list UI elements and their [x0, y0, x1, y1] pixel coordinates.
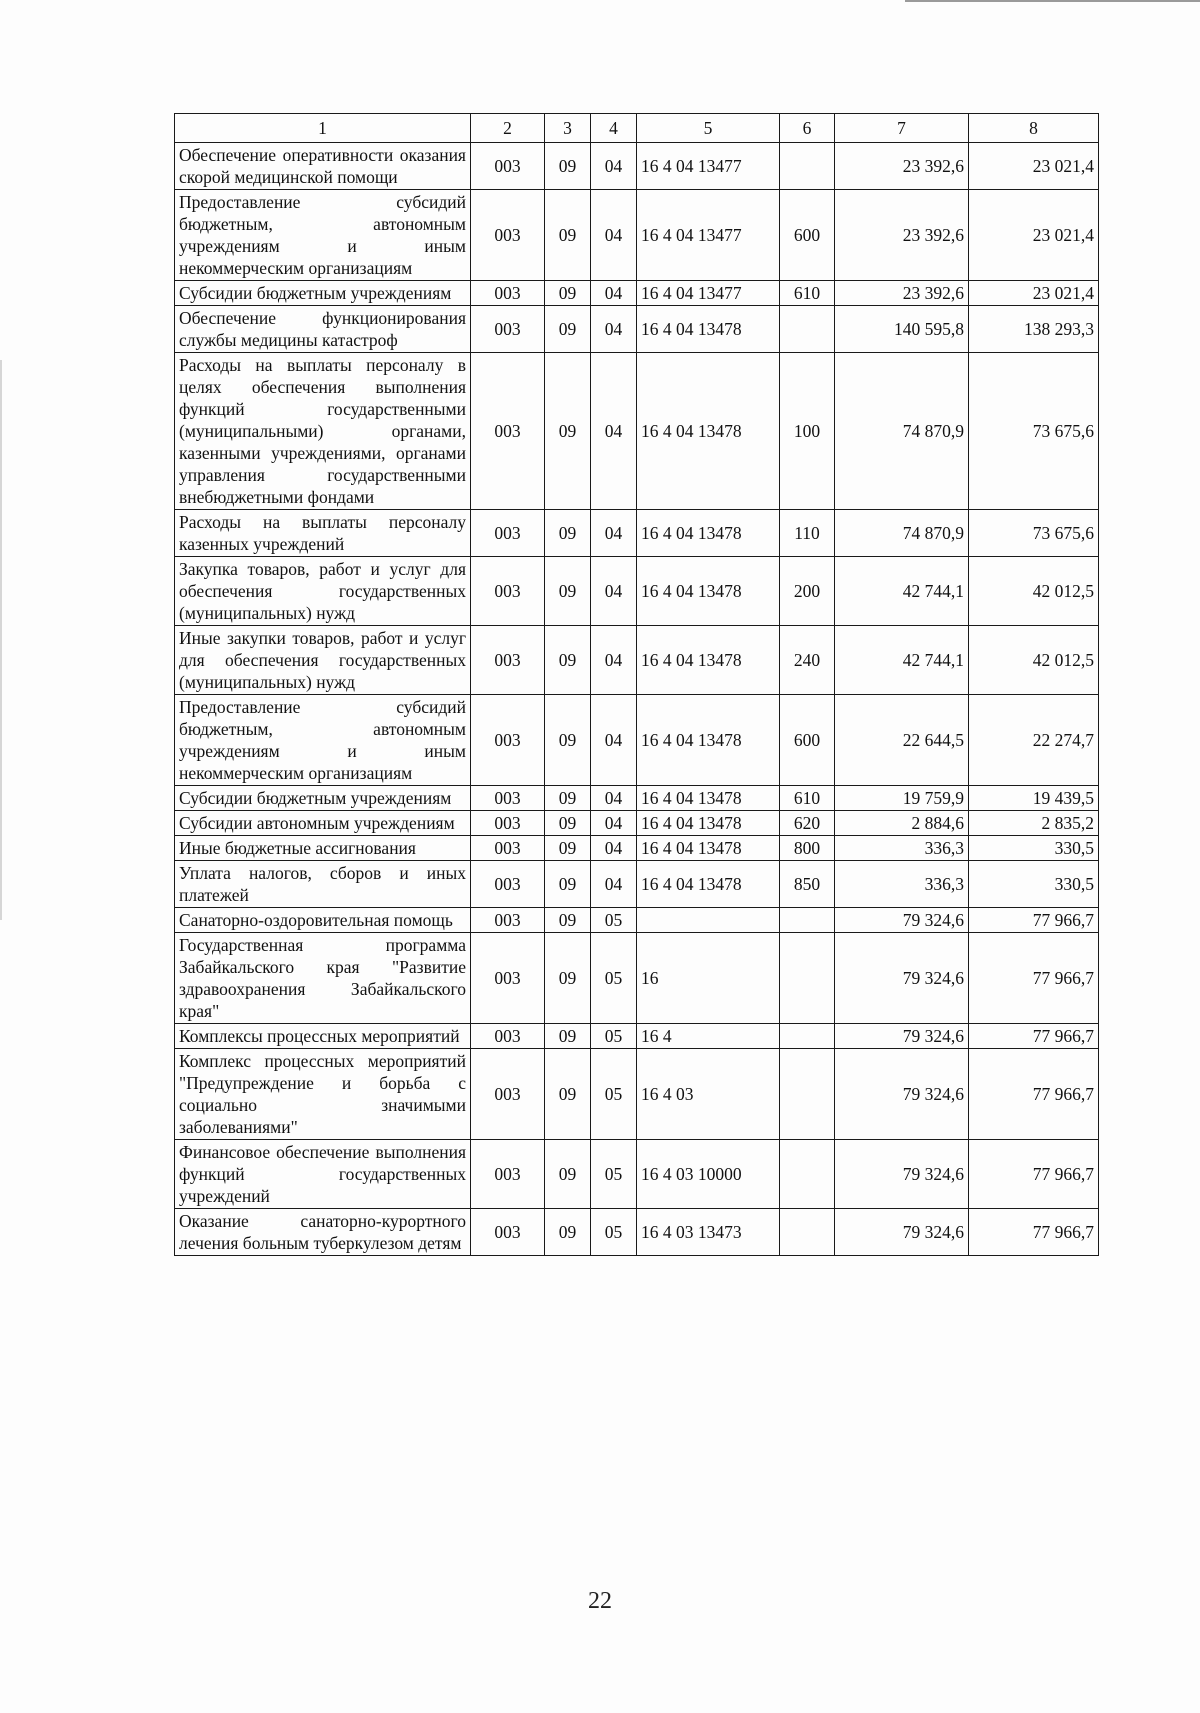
table-row [175, 306, 1099, 353]
amount-cell: 336,3 [835, 836, 969, 861]
amount-cell: 74 870,9 [835, 353, 969, 510]
expense-name-cell: Предоставление субсидий бюджетным, автономным учреждениям и иным некоммерческим организациям [175, 695, 471, 786]
column-header: 7 [835, 114, 969, 143]
expense-type-cell: 240 [780, 626, 835, 695]
amount-cell: 74 870,9 [835, 510, 969, 557]
subsection-code-cell: 04 [591, 190, 637, 281]
ministry-code-cell: 003 [471, 836, 545, 861]
ministry-code-cell: 003 [471, 626, 545, 695]
amount-cell: 42 744,1 [835, 557, 969, 626]
expense-name-cell: Субсидии бюджетным учреждениям [175, 281, 471, 306]
table-row [175, 557, 1099, 626]
amount-cell: 23 392,6 [835, 143, 969, 190]
ministry-code-cell: 003 [471, 143, 545, 190]
table-row [175, 786, 1099, 811]
table-row [175, 353, 1099, 510]
table-row [175, 143, 1099, 190]
expense-name-cell: Оказание санаторно-курортного лечения больным туберкулезом детям [175, 1209, 471, 1256]
table-row [175, 861, 1099, 908]
ministry-code-cell: 003 [471, 695, 545, 786]
target-article-cell: 16 [637, 933, 780, 1024]
amount-cell: 336,3 [835, 861, 969, 908]
amount-cell: 77 966,7 [969, 1024, 1099, 1049]
amount-cell: 79 324,6 [835, 1024, 969, 1049]
amount-cell: 2 835,2 [969, 811, 1099, 836]
amount-cell: 77 966,7 [969, 1049, 1099, 1140]
amount-cell: 79 324,6 [835, 1209, 969, 1256]
expense-type-cell [780, 1024, 835, 1049]
amount-cell: 79 324,6 [835, 1140, 969, 1209]
column-header: 8 [969, 114, 1099, 143]
subsection-code-cell: 04 [591, 143, 637, 190]
expense-type-cell: 610 [780, 786, 835, 811]
section-code-cell: 09 [545, 695, 591, 786]
table-row [175, 836, 1099, 861]
ministry-code-cell: 003 [471, 1140, 545, 1209]
target-article-cell: 16 4 04 13477 [637, 281, 780, 306]
column-header: 4 [591, 114, 637, 143]
column-header: 2 [471, 114, 545, 143]
amount-cell: 77 966,7 [969, 1140, 1099, 1209]
subsection-code-cell: 05 [591, 933, 637, 1024]
target-article-cell: 16 4 04 13478 [637, 557, 780, 626]
amount-cell: 140 595,8 [835, 306, 969, 353]
amount-cell: 22 274,7 [969, 695, 1099, 786]
table-row [175, 510, 1099, 557]
amount-cell: 79 324,6 [835, 908, 969, 933]
budget-table [174, 113, 1099, 1256]
amount-cell: 42 012,5 [969, 557, 1099, 626]
expense-name-cell: Финансовое обеспечение выполнения функций государственных учреждений [175, 1140, 471, 1209]
target-article-cell: 16 4 04 13478 [637, 836, 780, 861]
scan-artifact-line [905, 0, 1200, 2]
target-article-cell: 16 4 [637, 1024, 780, 1049]
amount-cell: 330,5 [969, 861, 1099, 908]
table-row [175, 1049, 1099, 1140]
subsection-code-cell: 04 [591, 861, 637, 908]
expense-name-cell: Обеспечение оперативности оказания скорой медицинской помощи [175, 143, 471, 190]
amount-cell: 23 392,6 [835, 190, 969, 281]
section-code-cell: 09 [545, 306, 591, 353]
expense-type-cell: 200 [780, 557, 835, 626]
column-header: 6 [780, 114, 835, 143]
target-article-cell: 16 4 04 13478 [637, 861, 780, 908]
scan-artifact-edge [0, 360, 2, 920]
table-row [175, 695, 1099, 786]
expense-type-cell [780, 933, 835, 1024]
section-code-cell: 09 [545, 626, 591, 695]
table-row [175, 190, 1099, 281]
expense-name-cell: Расходы на выплаты персоналу в целях обеспечения выполнения функций государственными (муниципальными) органами, казенными учреждениями, органами управления государственными внебюджетными фондами [175, 353, 471, 510]
expense-type-cell: 100 [780, 353, 835, 510]
table-body [175, 143, 1099, 1256]
expense-name-cell: Комплексы процессных мероприятий [175, 1024, 471, 1049]
section-code-cell: 09 [545, 353, 591, 510]
ministry-code-cell: 003 [471, 306, 545, 353]
expense-name-cell: Иные бюджетные ассигнования [175, 836, 471, 861]
ministry-code-cell: 003 [471, 908, 545, 933]
expense-name-cell: Расходы на выплаты персоналу казенных учреждений [175, 510, 471, 557]
page-number: 22 [588, 1588, 612, 1614]
expense-type-cell: 610 [780, 281, 835, 306]
amount-cell: 42 744,1 [835, 626, 969, 695]
expense-type-cell: 600 [780, 190, 835, 281]
expense-name-cell: Санаторно-оздоровительная помощь [175, 908, 471, 933]
ministry-code-cell: 003 [471, 1209, 545, 1256]
expense-type-cell [780, 1049, 835, 1140]
amount-cell: 77 966,7 [969, 1209, 1099, 1256]
amount-cell: 19 759,9 [835, 786, 969, 811]
section-code-cell: 09 [545, 933, 591, 1024]
target-article-cell [637, 908, 780, 933]
expense-name-cell: Субсидии автономным учреждениям [175, 811, 471, 836]
subsection-code-cell: 04 [591, 695, 637, 786]
section-code-cell: 09 [545, 1140, 591, 1209]
amount-cell: 77 966,7 [969, 933, 1099, 1024]
ministry-code-cell: 003 [471, 1049, 545, 1140]
expense-name-cell: Предоставление субсидий бюджетным, автономным учреждениям и иным некоммерческим организациям [175, 190, 471, 281]
table-row [175, 1140, 1099, 1209]
expense-name-cell: Комплекс процессных мероприятий "Предупреждение и борьба с социально значимыми заболеваниями" [175, 1049, 471, 1140]
subsection-code-cell: 05 [591, 1209, 637, 1256]
ministry-code-cell: 003 [471, 786, 545, 811]
expense-type-cell: 800 [780, 836, 835, 861]
subsection-code-cell: 04 [591, 353, 637, 510]
section-code-cell: 09 [545, 1209, 591, 1256]
target-article-cell: 16 4 03 13473 [637, 1209, 780, 1256]
section-code-cell: 09 [545, 811, 591, 836]
expense-type-cell: 850 [780, 861, 835, 908]
amount-cell: 19 439,5 [969, 786, 1099, 811]
amount-cell: 73 675,6 [969, 353, 1099, 510]
amount-cell: 23 392,6 [835, 281, 969, 306]
expense-type-cell [780, 1140, 835, 1209]
table-row [175, 1024, 1099, 1049]
expense-name-cell: Иные закупки товаров, работ и услуг для обеспечения государственных (муниципальных) нужд [175, 626, 471, 695]
target-article-cell: 16 4 04 13478 [637, 626, 780, 695]
ministry-code-cell: 003 [471, 281, 545, 306]
ministry-code-cell: 003 [471, 353, 545, 510]
subsection-code-cell: 04 [591, 811, 637, 836]
table-row [175, 1209, 1099, 1256]
expense-type-cell [780, 1209, 835, 1256]
expense-type-cell [780, 306, 835, 353]
amount-cell: 77 966,7 [969, 908, 1099, 933]
table-row [175, 811, 1099, 836]
ministry-code-cell: 003 [471, 1024, 545, 1049]
expense-type-cell: 620 [780, 811, 835, 836]
amount-cell: 330,5 [969, 836, 1099, 861]
section-code-cell: 09 [545, 510, 591, 557]
subsection-code-cell: 04 [591, 281, 637, 306]
subsection-code-cell: 04 [591, 626, 637, 695]
subsection-code-cell: 05 [591, 1049, 637, 1140]
amount-cell: 23 021,4 [969, 281, 1099, 306]
target-article-cell: 16 4 04 13478 [637, 353, 780, 510]
amount-cell: 42 012,5 [969, 626, 1099, 695]
expense-name-cell: Государственная программа Забайкальского края "Развитие здравоохранения Забайкальского края" [175, 933, 471, 1024]
section-code-cell: 09 [545, 143, 591, 190]
table-header-row [175, 114, 1099, 143]
target-article-cell: 16 4 04 13478 [637, 306, 780, 353]
table-row [175, 626, 1099, 695]
target-article-cell: 16 4 04 13478 [637, 786, 780, 811]
section-code-cell: 09 [545, 836, 591, 861]
amount-cell: 138 293,3 [969, 306, 1099, 353]
amount-cell: 73 675,6 [969, 510, 1099, 557]
target-article-cell: 16 4 04 13477 [637, 143, 780, 190]
subsection-code-cell: 05 [591, 1140, 637, 1209]
target-article-cell: 16 4 04 13478 [637, 695, 780, 786]
section-code-cell: 09 [545, 908, 591, 933]
table-row [175, 933, 1099, 1024]
target-article-cell: 16 4 03 10000 [637, 1140, 780, 1209]
ministry-code-cell: 003 [471, 510, 545, 557]
expense-name-cell: Обеспечение функционирования службы медицины катастроф [175, 306, 471, 353]
target-article-cell: 16 4 03 [637, 1049, 780, 1140]
subsection-code-cell: 04 [591, 786, 637, 811]
expense-type-cell [780, 143, 835, 190]
expense-type-cell: 600 [780, 695, 835, 786]
subsection-code-cell: 04 [591, 510, 637, 557]
table-row [175, 908, 1099, 933]
subsection-code-cell: 05 [591, 908, 637, 933]
amount-cell: 79 324,6 [835, 933, 969, 1024]
ministry-code-cell: 003 [471, 861, 545, 908]
section-code-cell: 09 [545, 557, 591, 626]
ministry-code-cell: 003 [471, 190, 545, 281]
section-code-cell: 09 [545, 190, 591, 281]
subsection-code-cell: 04 [591, 557, 637, 626]
expense-type-cell [780, 908, 835, 933]
expense-name-cell: Закупка товаров, работ и услуг для обеспечения государственных (муниципальных) нужд [175, 557, 471, 626]
column-header: 1 [175, 114, 471, 143]
ministry-code-cell: 003 [471, 557, 545, 626]
amount-cell: 23 021,4 [969, 190, 1099, 281]
subsection-code-cell: 04 [591, 306, 637, 353]
expense-type-cell: 110 [780, 510, 835, 557]
amount-cell: 22 644,5 [835, 695, 969, 786]
column-header: 5 [637, 114, 780, 143]
subsection-code-cell: 04 [591, 836, 637, 861]
section-code-cell: 09 [545, 281, 591, 306]
expense-name-cell: Субсидии бюджетным учреждениям [175, 786, 471, 811]
amount-cell: 2 884,6 [835, 811, 969, 836]
column-header: 3 [545, 114, 591, 143]
table-row [175, 281, 1099, 306]
section-code-cell: 09 [545, 786, 591, 811]
amount-cell: 23 021,4 [969, 143, 1099, 190]
target-article-cell: 16 4 04 13478 [637, 811, 780, 836]
ministry-code-cell: 003 [471, 811, 545, 836]
amount-cell: 79 324,6 [835, 1049, 969, 1140]
target-article-cell: 16 4 04 13477 [637, 190, 780, 281]
target-article-cell: 16 4 04 13478 [637, 510, 780, 557]
section-code-cell: 09 [545, 1049, 591, 1140]
expense-name-cell: Уплата налогов, сборов и иных платежей [175, 861, 471, 908]
subsection-code-cell: 05 [591, 1024, 637, 1049]
ministry-code-cell: 003 [471, 933, 545, 1024]
section-code-cell: 09 [545, 1024, 591, 1049]
section-code-cell: 09 [545, 861, 591, 908]
